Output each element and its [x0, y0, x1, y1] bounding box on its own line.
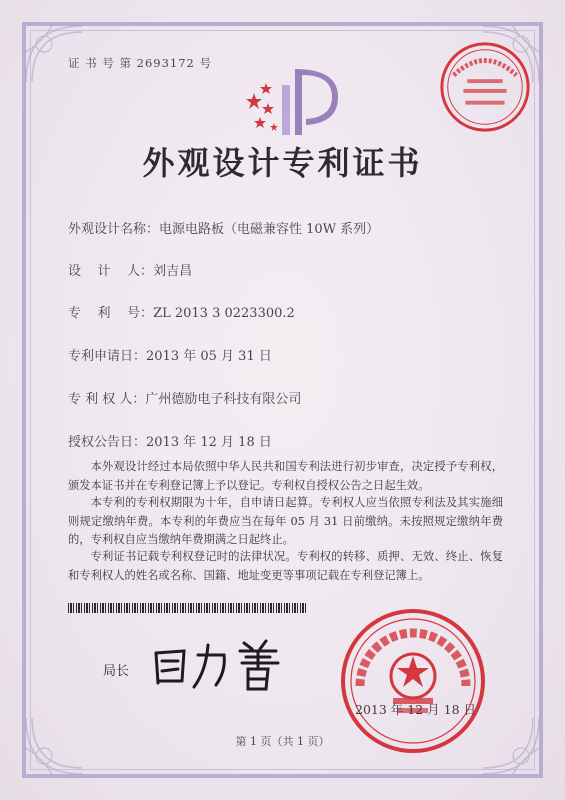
- certificate-number-suffix: 号: [199, 56, 212, 70]
- grant-date-row: [68, 431, 272, 450]
- patentee-label: 专 利 权 人：: [68, 392, 146, 407]
- patent-office-logo-icon: [240, 65, 340, 145]
- certificate-number-value: 2693172: [136, 56, 195, 70]
- filing-date-row: [68, 345, 272, 364]
- patent-number-row: [68, 302, 295, 321]
- design-name-row: [68, 218, 379, 237]
- certificate-number: [68, 55, 212, 71]
- small-red-seal-icon: [436, 38, 534, 136]
- filing-date-label: 专利申请日：: [68, 349, 147, 364]
- filing-date-value: 2013 年 05 月 31 日: [146, 349, 272, 364]
- seal-date: 2013 年 12 月 18 日: [355, 702, 476, 717]
- patentee-value: 广州德励电子科技有限公司: [145, 392, 302, 407]
- body-paragraph-3: 专利证书记载专利权登记时的法律状况。专利权的转移、质押、无效、终止、恢复和专利权人的姓名或名称、国籍、地址变更等事项记载在专利登记簿上。: [68, 550, 503, 582]
- grant-date-value: 2013 年 12 月 18 日: [146, 435, 272, 450]
- body-paragraph-1: 本外观设计经过本局依照中华人民共和国专利法进行初步审查，决定授予专利权，颁发本证书并在专利登记簿上予以登记。专利权自授权公告之日起生效。: [68, 460, 503, 492]
- body-paragraph-2: 本专利的专利权期限为十年，自申请日起算。专利权人应当依照专利法及其实施细则规定缴纳年费。本专利的年费应当在每年 05 月 31 日前缴纳。未按照规定缴纳年费的，专利权自应当缴纳年费期满之日起终止。: [68, 496, 503, 546]
- designer-label: 设 计 人：: [68, 264, 154, 279]
- director-label: 局长: [103, 664, 130, 679]
- certificate-title: 外观设计专利证书: [142, 144, 423, 182]
- designer-value: 刘吉昌: [153, 264, 193, 279]
- patent-number-label: 专 利 号：: [68, 306, 154, 321]
- design-name-value: 电源电路板（电磁兼容性 10W 系列）: [159, 222, 380, 237]
- patentee-row: [68, 388, 301, 407]
- patent-number-value: ZL 2013 3 0223300.2: [153, 306, 295, 321]
- grant-date-label: 授权公告日：: [68, 435, 147, 450]
- director-signature-icon: [148, 635, 298, 695]
- page-number: 第 1 页（共 1 页）: [235, 735, 330, 748]
- barcode: [68, 603, 308, 613]
- certificate-number-label: 证 书 号 第: [68, 56, 132, 70]
- designer-row: [68, 260, 192, 279]
- design-name-label: 外观设计名称：: [68, 222, 160, 237]
